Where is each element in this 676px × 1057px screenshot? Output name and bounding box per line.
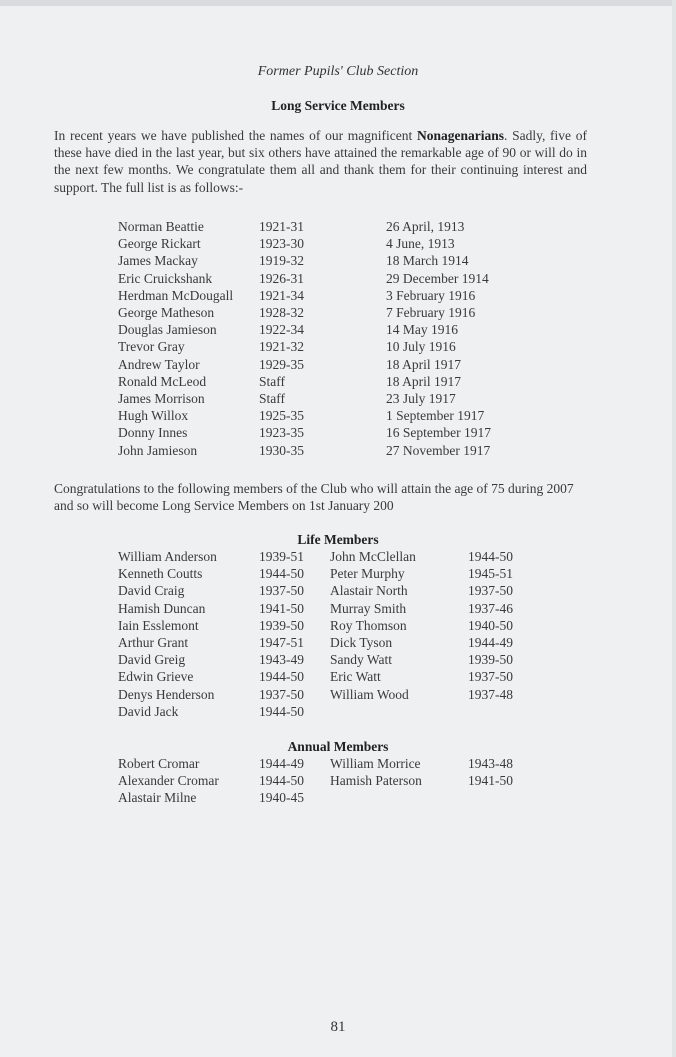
member-years: Staff	[259, 373, 285, 389]
table-row	[118, 252, 516, 269]
intro-bold-term: Nonagenarians	[416, 128, 504, 143]
member-years: 1928-32	[259, 305, 304, 321]
member-name	[330, 789, 468, 806]
intro-text-before: In recent years we have published the names of our magnificent	[54, 128, 417, 143]
member-name: William Morrice	[330, 756, 421, 771]
table-row	[118, 634, 528, 651]
member-years: 1940-50	[468, 617, 513, 633]
member-birth-date: 10 July 1916	[386, 339, 456, 355]
table-row	[118, 686, 528, 703]
member-name: Roy Thomson	[330, 617, 407, 633]
table-row	[118, 617, 528, 634]
member-years: 1923-30	[259, 236, 304, 252]
table-row	[118, 407, 516, 424]
table-row	[118, 356, 516, 373]
member-name: Hamish Duncan	[118, 600, 206, 616]
member-years: 1941-50	[259, 600, 304, 616]
table-row	[118, 600, 528, 617]
life-members-heading: Life Members	[297, 532, 379, 547]
member-years: 1930-35	[259, 442, 304, 458]
table-row	[118, 390, 516, 407]
member-birth-date: 16 September 1917	[386, 425, 491, 441]
member-name: George Matheson	[118, 305, 215, 321]
member-birth-date: 23 July 1917	[386, 391, 456, 407]
table-row	[118, 703, 528, 720]
member-name: Murray Smith	[330, 600, 407, 616]
member-years: 1937-50	[259, 583, 304, 599]
member-birth-date: 3 February 1916	[386, 287, 476, 303]
member-years: 1943-49	[259, 652, 304, 668]
annual-members-table-body	[118, 755, 528, 807]
table-row	[118, 304, 516, 321]
annual-members-heading: Annual Members	[287, 739, 389, 754]
table-row	[118, 651, 528, 668]
member-years: 1945-51	[468, 566, 513, 582]
life-members-table	[118, 548, 528, 720]
member-name: Alastair Milne	[118, 790, 197, 806]
member-years: 1919-32	[259, 253, 304, 269]
table-row	[118, 789, 528, 806]
member-name: James Morrison	[118, 391, 205, 407]
member-name: David Greig	[118, 652, 186, 668]
section-title: Former Pupils' Club Section	[257, 64, 419, 79]
member-years: 1944-49	[259, 756, 304, 771]
member-name: Hamish Paterson	[330, 773, 422, 789]
table-row	[118, 287, 516, 304]
member-birth-date: 18 April 1917	[386, 373, 462, 389]
member-name: Andrew Taylor	[118, 356, 200, 372]
member-birth-date: 26 April, 1913	[386, 219, 465, 234]
member-birth-date: 7 February 1916	[386, 305, 476, 321]
member-birth-date: 18 March 1914	[386, 253, 469, 269]
member-name: Douglas Jamieson	[118, 322, 217, 338]
table-row	[118, 235, 516, 252]
member-name: Iain Esslemont	[118, 617, 199, 633]
member-name: Alastair North	[330, 583, 408, 599]
scan-right-edge	[672, 0, 676, 1057]
member-years: 1944-50	[468, 549, 513, 564]
member-years: 1925-35	[259, 408, 304, 424]
table-row	[118, 582, 528, 599]
member-years: 1944-50	[259, 566, 304, 582]
member-name: David Jack	[118, 703, 179, 719]
member-years	[468, 789, 528, 806]
member-name: Arthur Grant	[118, 635, 189, 651]
member-name: Hugh Willox	[118, 408, 189, 424]
member-years: 1921-34	[259, 287, 304, 303]
member-name	[330, 703, 468, 720]
page-number: 81	[330, 1019, 346, 1035]
scan-top-edge	[0, 0, 676, 6]
member-name: Denys Henderson	[118, 686, 215, 702]
member-birth-date: 18 April 1917	[386, 356, 462, 372]
annual-members-table	[118, 755, 528, 807]
table-row	[118, 373, 516, 390]
member-years: 1937-50	[259, 686, 304, 702]
table-row	[118, 321, 516, 338]
member-years: 1941-50	[468, 773, 513, 789]
member-years: 1926-31	[259, 270, 304, 286]
member-years: 1921-32	[259, 339, 304, 355]
member-name: Peter Murphy	[330, 566, 405, 582]
nonagenarians-table-body	[118, 218, 516, 459]
member-name: James Mackay	[118, 253, 198, 269]
member-name: William Wood	[330, 686, 409, 702]
member-name: George Rickart	[118, 236, 201, 252]
member-name: John McClellan	[330, 549, 416, 564]
table-row	[118, 442, 516, 459]
member-years: 1939-50	[468, 652, 513, 668]
table-row	[118, 424, 516, 441]
member-years: Staff	[259, 391, 285, 407]
member-years: 1944-50	[259, 669, 304, 685]
member-years: 1923-35	[259, 425, 304, 441]
member-years: 1929-35	[259, 356, 304, 372]
member-years: 1937-50	[468, 583, 513, 599]
member-years: 1939-51	[259, 549, 304, 564]
nonagenarians-table	[118, 218, 516, 459]
member-years: 1944-50	[259, 703, 304, 719]
member-years: 1944-50	[259, 773, 304, 789]
congratulations-paragraph: Congratulations to the following members of the Club who will attain the age of 75 during 2007 and so will become Long Service Members on 1st January 200	[54, 481, 574, 514]
member-birth-date: 29 December 1914	[386, 270, 489, 286]
member-name: Herdman McDougall	[118, 287, 234, 303]
table-row	[118, 772, 528, 789]
page-heading: Long Service Members	[271, 98, 405, 113]
member-years: 1937-50	[468, 669, 513, 685]
member-birth-date: 14 May 1916	[386, 322, 458, 338]
member-name: Edwin Grieve	[118, 669, 194, 685]
table-row	[118, 548, 528, 565]
member-name: Norman Beattie	[118, 219, 204, 234]
table-row	[118, 668, 528, 685]
member-name: Robert Cromar	[118, 756, 200, 771]
intro-paragraph	[54, 127, 587, 196]
member-years	[468, 703, 528, 720]
table-row	[118, 755, 528, 772]
member-name: David Craig	[118, 583, 185, 599]
member-years: 1939-50	[259, 617, 304, 633]
member-name: Sandy Watt	[330, 652, 393, 668]
member-name: Donny Innes	[118, 425, 188, 441]
member-years: 1937-48	[468, 686, 513, 702]
member-name: Kenneth Coutts	[118, 566, 203, 582]
member-name: Dick Tyson	[330, 635, 393, 651]
table-row	[118, 218, 516, 235]
life-members-table-body	[118, 548, 528, 720]
member-name: Eric Watt	[330, 669, 381, 685]
member-years: 1943-48	[468, 756, 513, 771]
member-name: Eric Cruickshank	[118, 270, 213, 286]
member-name: William Anderson	[118, 549, 217, 564]
member-years: 1922-34	[259, 322, 304, 338]
table-row	[118, 270, 516, 287]
table-row	[118, 565, 528, 582]
member-name: John Jamieson	[118, 442, 198, 458]
member-years: 1944-49	[468, 635, 513, 651]
member-name: Alexander Cromar	[118, 773, 219, 789]
table-row	[118, 338, 516, 355]
member-name: Trevor Gray	[118, 339, 185, 355]
member-birth-date: 1 September 1917	[386, 408, 485, 424]
member-name: Ronald McLeod	[118, 373, 207, 389]
member-years: 1940-45	[259, 790, 304, 806]
intro-text-after: . Sadly, five of these have died in the last year, but six others have attained the remarkable age of 90 or will do in the next few months. We congratulate them all and thank them for their continuing interest and support. The full list is as follows:-	[54, 128, 588, 195]
member-years: 1947-51	[259, 635, 304, 651]
member-birth-date: 4 June, 1913	[386, 236, 455, 252]
member-years: 1937-46	[468, 600, 513, 616]
member-years: 1921-31	[259, 219, 304, 234]
member-birth-date: 27 November 1917	[386, 442, 491, 458]
